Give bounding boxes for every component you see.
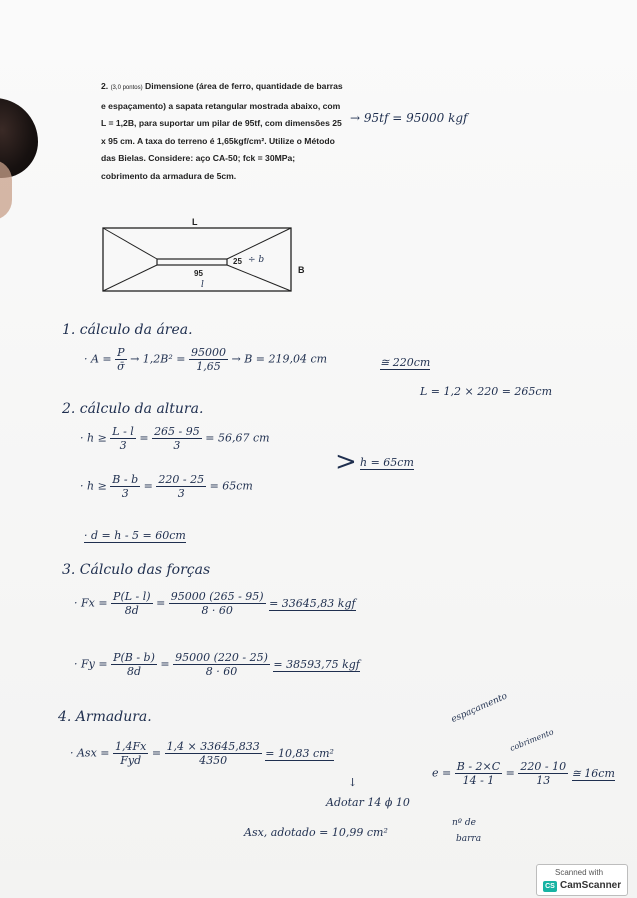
camscanner-badge [536, 864, 628, 896]
area-frac-den: σ̄ [117, 360, 125, 373]
asx-den: Fyd [120, 754, 142, 767]
label-pillar-length: 95 [194, 269, 203, 278]
fx-fraction [111, 590, 153, 617]
hw-pillar-width: ÷ b [248, 255, 265, 265]
h1-num: L - l [112, 425, 134, 438]
camscanner-icon: CS [543, 881, 557, 892]
h2-fraction-2 [156, 473, 206, 500]
asx-num: 1,4Fx [115, 740, 147, 753]
footing-sketch [100, 215, 300, 297]
camscanner-brand: CamScanner [560, 880, 622, 891]
section4-asx-adopted: Asx, adotado = 10,99 cm² [244, 826, 388, 839]
down-arrow: ↓ [348, 776, 358, 789]
e-fraction [455, 760, 502, 787]
label-L: L [192, 217, 198, 227]
fx-prefix: · Fx = [74, 596, 108, 610]
fy-den: 8d [126, 665, 141, 678]
e-den: 14 - 1 [462, 774, 495, 787]
fy-eq: = [160, 657, 170, 671]
h2-num2: 220 - 25 [158, 473, 205, 486]
label-pillar-width: 25 [233, 257, 242, 266]
asx-num2: 1,4 × 33645,833 [166, 740, 260, 753]
h2-eq: = [143, 479, 153, 493]
area-frac2-den: 1,65 [196, 360, 221, 373]
e-result: ≅ 16cm [571, 766, 615, 780]
fy-prefix: · Fy = [74, 657, 108, 671]
section1-b-rounded: ≅ 220cm [380, 356, 431, 369]
problem-text: Dimensione (área de ferro, quantidade de barras e espaçamento) a sapata retangular mostrada abaixo, com L = 1,2B, para suportar um pilar de 95tf, com dimensões 25 x 95 cm. A taxa do terreno é 1,65kgf/cm². Utilize o Método das Bielas. Considere: aço CA-50; fck = 30MPa; cobrimento da armadura de 5cm. [101, 81, 343, 181]
fx-fraction-2 [169, 590, 266, 617]
h2-result: = 65cm [209, 479, 253, 493]
section1-title: 1. cálculo da área. [62, 322, 193, 338]
bars-note-2: barra [456, 834, 482, 844]
h1-eq: = [139, 431, 149, 445]
asx-eq: = [151, 746, 162, 760]
asx-fraction [113, 740, 148, 767]
fx-den: 8d [124, 604, 139, 617]
asx-result: = 10,83 cm² [265, 746, 334, 760]
e-fraction-2 [518, 760, 568, 787]
brace-right: > [335, 447, 357, 477]
section4-asx-eq [70, 740, 334, 767]
section3-title: 3. Cálculo das forças [62, 562, 211, 578]
h2-num: B - b [112, 473, 139, 486]
h1-fraction-2 [152, 425, 202, 452]
fx-eq: = [156, 596, 166, 610]
hw-pillar-length: l [201, 280, 204, 290]
fx-den2: 8 · 60 [201, 604, 233, 617]
section1-area-eq [84, 346, 327, 373]
section3-fx-eq [74, 590, 356, 617]
h2-fraction [110, 473, 140, 500]
section4-title: 4. Armadura. [58, 709, 152, 725]
fy-den2: 8 · 60 [205, 665, 238, 678]
side-note: → 95tf = 95000 kgf [350, 111, 468, 125]
area-fraction-2 [189, 346, 228, 373]
fx-result: = 33645,83 kgf [269, 596, 356, 610]
h1-den: 3 [119, 439, 127, 452]
fy-result: = 38593,75 kgf [273, 657, 360, 671]
e-num2: 220 - 10 [520, 760, 567, 773]
e-eq: = [505, 766, 515, 780]
problem-number: 2. [101, 81, 109, 91]
problem-statement [101, 78, 344, 185]
e-den2: 13 [536, 774, 551, 787]
h2-den2: 3 [177, 487, 185, 500]
area-frac-num: P [117, 346, 125, 359]
h1-prefix: · h ≥ [80, 431, 107, 445]
section2-title: 2. cálculo da altura. [62, 401, 204, 417]
asx-den2: 4350 [199, 754, 228, 767]
area-mid: → 1,2B² = [130, 352, 186, 366]
e-num: B - 2×C [456, 760, 501, 773]
scanned-with-text: Scanned with [555, 868, 604, 877]
fy-fraction-2 [173, 651, 270, 678]
problem-points: (3,0 pontos) [110, 85, 143, 91]
h1-result: = 56,67 cm [205, 431, 270, 445]
spacing-label: espaçamento [449, 691, 509, 725]
area-prefix: · A = [84, 352, 112, 366]
section2-h-final: h = 65cm [360, 456, 414, 469]
label-B: B [298, 265, 305, 275]
bars-note-1: nº de [452, 818, 476, 828]
h1-den2: 3 [173, 439, 181, 452]
section4-spacing-eq [432, 760, 615, 787]
fy-num2: 95000 (220 - 25) [175, 651, 268, 664]
section2-d-eq: · d = h - 5 = 60cm [84, 529, 186, 542]
h1-fraction [110, 425, 136, 452]
area-frac2-num: 95000 [190, 346, 226, 359]
fx-num2: 95000 (265 - 95) [170, 590, 264, 603]
footing-drawing [100, 215, 305, 302]
asx-fraction-2 [165, 740, 262, 767]
h2-den: 3 [121, 487, 129, 500]
section1-l-value: L = 1,2 × 220 = 265cm [420, 385, 553, 398]
e-prefix: e = [432, 766, 452, 780]
h2-prefix: · h ≥ [80, 479, 107, 493]
fy-fraction [111, 651, 157, 678]
area-b-value: → B = 219,04 cm [231, 352, 328, 366]
section4-adopt: Adotar 14 ϕ 10 [326, 796, 410, 809]
fy-num: P(B - b) [113, 651, 155, 664]
section2-h1-eq [80, 425, 270, 452]
area-fraction [115, 346, 126, 373]
section2-h2-eq [80, 473, 253, 500]
cover-label: cobrimento [508, 727, 555, 753]
asx-prefix: · Asx = [70, 746, 110, 760]
h1-num2: 265 - 95 [154, 425, 200, 438]
fx-num: P(L - l) [113, 590, 151, 603]
section3-fy-eq [74, 651, 360, 678]
